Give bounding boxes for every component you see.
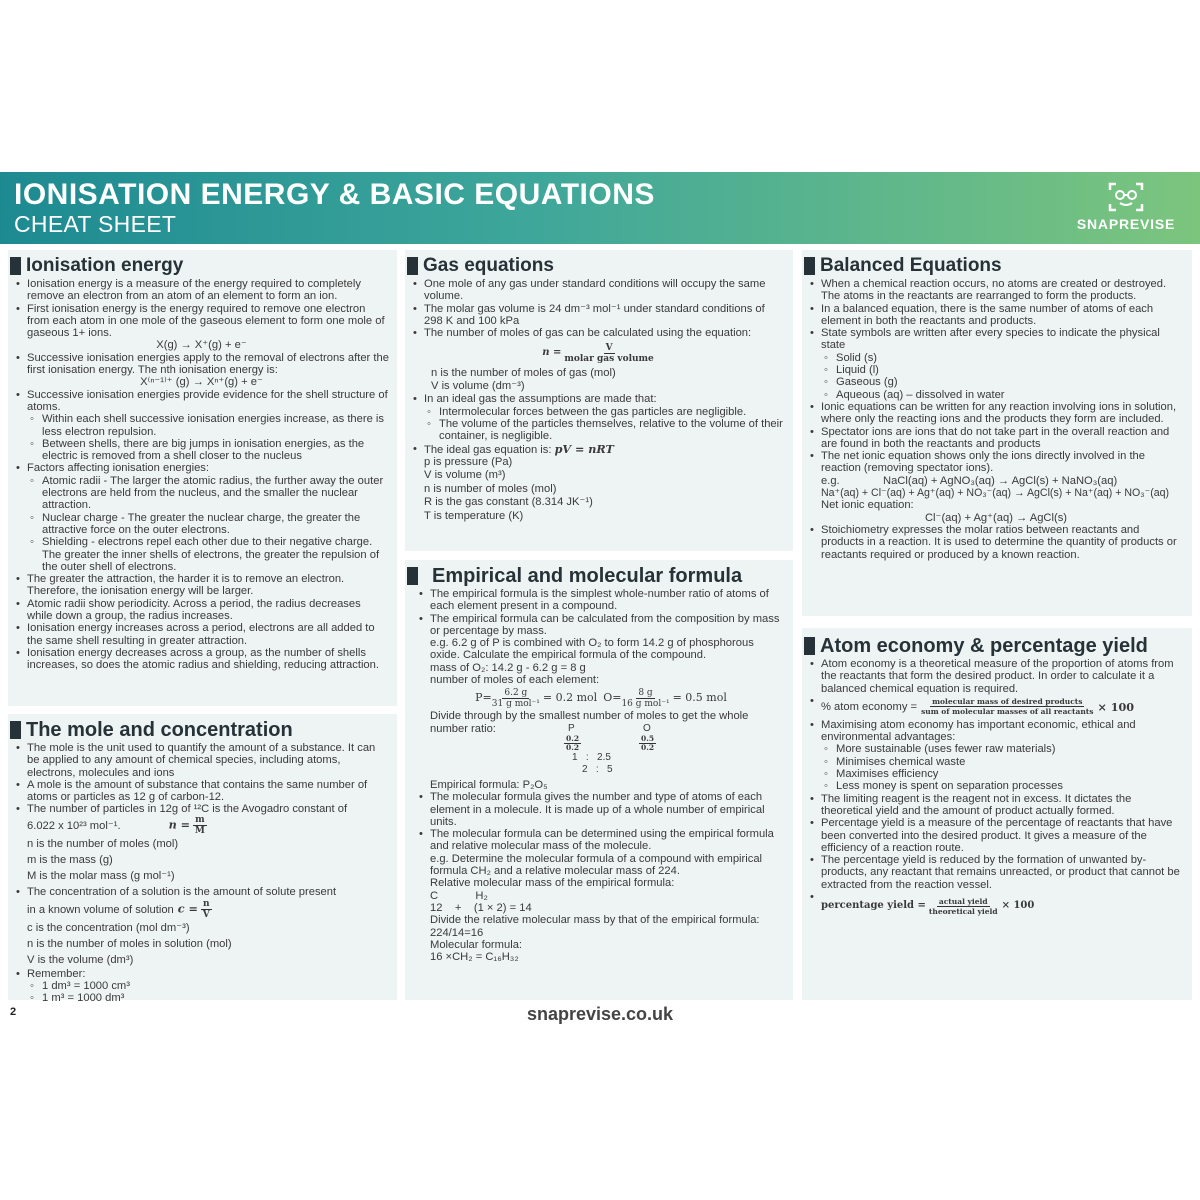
variable-key: R is the gas constant (8.314 JK⁻¹): [424, 496, 593, 509]
section-title: Empirical and molecular formula: [407, 564, 793, 588]
website-link[interactable]: snaprevise.co.uk: [526, 1004, 674, 1024]
concentration-formula: c = $\frac{n}{V}$: [177, 899, 210, 921]
worked-example: Divide through by the smallest number of moles to get the whole number ratio:: [430, 710, 749, 735]
section-title: The mole and concentration: [10, 718, 397, 742]
section-title: Balanced Equations: [804, 254, 1192, 278]
sub-list-item: ◦ Nuclear charge - The greater the nuclear charge, the greater the attractive force on the outer electrons.: [14, 512, 389, 537]
list-item: • The concentration of a solution is the amount of solute present: [14, 884, 389, 900]
variable-key: n is the number of moles of gas (mol): [431, 367, 616, 380]
sub-list-item: ◦ Minimises chemical waste: [808, 756, 1184, 768]
list-item: • First ionisation energy is the energy required to remove one electron from each atom in one mole of the gaseous element to form one mole of gaseous 1+ ions.: [14, 303, 389, 340]
sub-list-item: ◦ Aqueous (aq) – dissolved in water: [808, 389, 1184, 401]
mole-panel: [6, 712, 399, 1005]
list-item: • The limiting reagent is the reagent not in excess. It dictates the theoretical yield and the amount of product actually formed.: [808, 793, 1184, 818]
list-item: • Maximising atom economy has important economic, ethical and environmental advantages:: [808, 719, 1184, 744]
brand-name: SNAPREVISE: [1076, 216, 1176, 232]
variable-key: T is temperature (K): [424, 509, 524, 522]
variable-key: n is the number of moles in solution (mol): [27, 937, 232, 950]
variable-key: p is pressure (Pa): [424, 455, 513, 468]
worked-example: e.g. Determine the molecular formula of a compound with empirical formula CH₂ and a relative molecular mass of 224.: [430, 852, 763, 878]
sub-list-item: ◦ Maximises efficiency: [808, 768, 1184, 780]
snaprevise-face-icon: [1106, 180, 1146, 214]
variable-key: V is the volume (dm³): [27, 953, 134, 966]
section-title: Atom economy & percentage yield: [804, 634, 1192, 658]
variable-key: m is the mass (g): [27, 853, 113, 866]
sub-list-item: ◦ 1 dm³ = 1000 cm³: [14, 980, 389, 992]
sub-list-item: ◦ 1 m³ = 1000 dm³: [14, 992, 389, 1004]
list-item: • State symbols are written after every species to indicate the physical state: [808, 327, 1184, 352]
sub-list-item: ◦ Between shells, there are big jumps in ionisation energies, as the electric is removed from a shell closer to the nucleus: [14, 438, 389, 463]
list-item: • Ionisation energy decreases across a group, as the number of shells increases, so does the atomic radius and shielding, reducing attraction.: [14, 647, 389, 672]
section-title: Ionisation energy: [10, 254, 397, 278]
ionisation-panel: [6, 248, 399, 708]
sub-list-item: ◦ The volume of the particles themselves, relative to the volume of their container, is negligible.: [411, 418, 785, 443]
sub-list-item: ◦ Atomic radii - The larger the atomic radius, the further away the outer electrons are held from the nucleus, and the smaller the nuclear attraction.: [14, 475, 389, 512]
variable-key: M is the molar mass (g mol⁻¹): [27, 869, 175, 882]
list-item: • The empirical formula is the simplest whole-number ratio of atoms of each element present in a compound.: [417, 588, 785, 613]
worked-example: Divide the relative molecular mass by that of the empirical formula:: [430, 914, 760, 927]
list-item: • Ionisation energy is a measure of the energy required to completely remove an electron from an atom of an element to form an ion.: [14, 278, 389, 303]
worked-example: mass of O₂: 14.2 g - 6.2 g = 8 g: [430, 661, 586, 674]
list-item: • Ionisation energy increases across a period, electrons are all added to the same shell resulting in greater attraction.: [14, 622, 389, 647]
variable-key: c is the concentration (mol dm⁻³): [27, 921, 190, 934]
empirical-panel: [403, 558, 795, 1002]
list-item: • The molecular formula gives the number and type of atoms of each element in a molecule. It is made up of a whole number of empirical units.: [417, 791, 785, 828]
worked-example: Relative molecular mass of the empirical formula:: [430, 877, 675, 890]
gas-panel: [403, 248, 795, 553]
equation: Na⁺(aq) + Cl⁻(aq) + Ag⁺(aq) + NO₃⁻(aq) → AgCl(s) + Na⁺(aq) + NO₃⁻(aq): [821, 487, 1170, 500]
sub-list-item: ◦ Gaseous (g): [808, 376, 1184, 388]
list-item: • Spectator ions are ions that do not take part in the overall reaction and are found in both the reactants and products: [808, 426, 1184, 451]
moles-calculation: P= $\frac{6.2 g}{\text{31 g mol⁻¹}}$ = 0.2 mol O= $\frac{8 g}{\text{16 g mol⁻¹}}$ = 0.5 mol: [475, 687, 727, 709]
list-item: • Factors affecting ionisation energies:: [14, 462, 389, 474]
section-title: Gas equations: [407, 254, 793, 278]
list-item: • A mole is the amount of substance that contains the same number of atoms or particles as 12 g of carbon-12.: [14, 779, 389, 804]
equation: NaCl(aq) + AgNO₃(aq) → AgCl(s) + NaNO₃(aq): [883, 474, 1118, 487]
list-item: • In an ideal gas the assumptions are made that:: [411, 393, 785, 405]
equation: Cl⁻(aq) + Ag⁺(aq) → AgCl(s): [924, 511, 1068, 524]
list-item: • Atom economy is a theoretical measure of the proportion of atoms from the reactants that form the desired product. In order to calculate it a balanced chemical equation is required.: [808, 658, 1184, 695]
variable-key: n is the number of moles (mol): [27, 837, 179, 850]
page-number: 2: [10, 1006, 17, 1018]
moles-gas-formula: n = $\frac{V}{\text{molar gas volume}}$: [542, 342, 654, 364]
page-title: IONISATION ENERGY & BASIC EQUATIONS: [14, 178, 655, 211]
title-square-icon: [407, 567, 418, 585]
list-item: • Atomic radii show periodicity. Across a period, the radius decreases while down a group, the radius increases.: [14, 598, 389, 623]
list-item: • The net ionic equation shows only the ions directly involved in the reaction (removing spectator ions).: [808, 450, 1184, 475]
list-item: • The empirical formula can be calculated from the composition by mass or percentage by mass.: [417, 613, 785, 638]
header-banner: [0, 172, 1200, 244]
list-item: • Percentage yield is a measure of the percentage of reactants that have been converted into the desired product. It gives a measure of the efficiency of a reaction route.: [808, 817, 1184, 854]
empirical-result: Empirical formula: P₂O₅: [430, 778, 548, 791]
list-item: • The ideal gas equation is: pV = nRT: [411, 443, 785, 456]
sub-list-item: ◦ Within each shell successive ionisation energies increase, as there is less electron repulsion.: [14, 413, 389, 438]
page-subtitle: CHEAT SHEET: [14, 211, 177, 237]
worked-example: e.g. 6.2 g of P is combined with O₂ to form 14.2 g of phosphorous oxide. Calculate the empirical formula of the compound.: [430, 637, 754, 662]
equation: X(g) → X⁺(g) + e⁻: [156, 339, 247, 352]
list-item: • Stoichiometry expresses the molar ratios between reactants and products in a reaction. It is used to determine the quantity of products or reactants required or produced by a known reaction.: [808, 524, 1184, 561]
worked-example: C H₂: [430, 889, 488, 902]
variable-key: V is volume (m³): [424, 469, 506, 482]
list-item: • Ionic equations can be written for any reaction involving ions in solution, where only the reacting ions and the products they form are included.: [808, 401, 1184, 426]
list-item: • Successive ionisation energies apply to the removal of electrons after the first ionisation energy. The nth ionisation energy is:: [14, 352, 389, 377]
example-label: e.g.: [821, 474, 840, 487]
worked-example: 12 + (1 × 2) = 14: [430, 901, 532, 914]
variable-key: V is volume (dm⁻³): [431, 380, 525, 393]
title-square-icon: [407, 257, 418, 275]
avogadro-value: 6.022 x 10²³ mol⁻¹.: [27, 819, 121, 832]
list-item: • One mole of any gas under standard conditions will occupy the same volume.: [411, 278, 785, 303]
worked-example: number of moles of each element:: [430, 674, 600, 687]
worked-example: Molecular formula:: [430, 938, 523, 951]
title-square-icon: [804, 637, 815, 655]
sub-list-item: ◦ Less money is spent on separation processes: [808, 780, 1184, 792]
list-item: • The molar gas volume is 24 dm⁻³ mol⁻¹ under standard conditions of 298 K and 100 kPa: [411, 303, 785, 328]
list-item: • The greater the attraction, the harder it is to remove an electron. Therefore, the ionisation energy will be larger.: [14, 573, 389, 598]
balanced-panel: [800, 248, 1194, 618]
sub-list-item: ◦ Shielding - electrons repel each other due to their negative charge. The greater the inner shells of electrons, the greater the repulsion of the outer shell of electrons.: [14, 536, 389, 573]
concentration-text: in a known volume of solution: [27, 903, 174, 916]
title-square-icon: [10, 721, 21, 739]
sub-list-item: ◦ More sustainable (uses fewer raw materials): [808, 743, 1184, 755]
title-square-icon: [804, 257, 815, 275]
list-item: • The number of moles of gas can be calculated using the equation:: [411, 327, 785, 339]
list-item: • The molecular formula can be determined using the empirical formula and relative molecular mass of the molecule.: [417, 828, 785, 853]
equation: X⁽ⁿ⁻¹⁾⁺ (g) → Xⁿ⁺(g) + e⁻: [140, 376, 263, 389]
molecular-result: 16 ×CH₂ = C₁₆H₃₂: [430, 951, 519, 964]
percentage-yield-formula: • percentage yield = $\frac{\text{actual yield}}{\text{theoretical yield}}$ × 100: [808, 891, 1184, 921]
sub-list-item: ◦ Solid (s): [808, 352, 1184, 364]
equation-label: Net ionic equation:: [821, 499, 914, 512]
sub-list-item: ◦ Intermolecular forces between the gas particles are negligible.: [411, 406, 785, 418]
title-square-icon: [10, 257, 21, 275]
ideal-gas-equation: pV = nRT: [554, 441, 614, 456]
variable-key: n is number of moles (mol): [424, 482, 557, 495]
atom-economy-panel: [800, 626, 1194, 1002]
moles-formula: n = $\frac{m}{M}$: [168, 815, 205, 837]
list-item: • Successive ionisation energies provide evidence for the shell structure of atoms.: [14, 389, 389, 414]
brand-logo: [1066, 180, 1186, 240]
ratio-table: P O $\frac{0.2}{0.2}$ $\frac{0.5}{0.2}$ 1 : 2.5 2 : 5: [566, 722, 655, 775]
list-item: • Remember:: [14, 968, 389, 980]
list-item: • In a balanced equation, there is the same number of atoms of each element in both the reactants and products.: [808, 303, 1184, 328]
list-item: • When a chemical reaction occurs, no atoms are created or destroyed. The atoms in the reactants are rearranged to form the products.: [808, 278, 1184, 303]
atom-economy-formula: • % atom economy = $\frac{\text{molecular mass of desired products}}{\text{sum of molecular masses of all reactants}}$ × 100: [808, 695, 1184, 719]
worked-example: 224/14=16: [430, 926, 484, 939]
list-item: • The number of particles in 12g of ¹²C is the Avogadro constant of: [14, 803, 389, 815]
list-item: • The percentage yield is reduced by the formation of unwanted by-products, any reactant that remains unreacted, or product that cannot be extracted from the reaction vessel.: [808, 854, 1184, 891]
sub-list-item: ◦ Liquid (l): [808, 364, 1184, 376]
list-item: • The mole is the unit used to quantify the amount of a substance. It can be applied to any amount of chemical species, including atoms, electrons, molecules and ions: [14, 742, 389, 779]
